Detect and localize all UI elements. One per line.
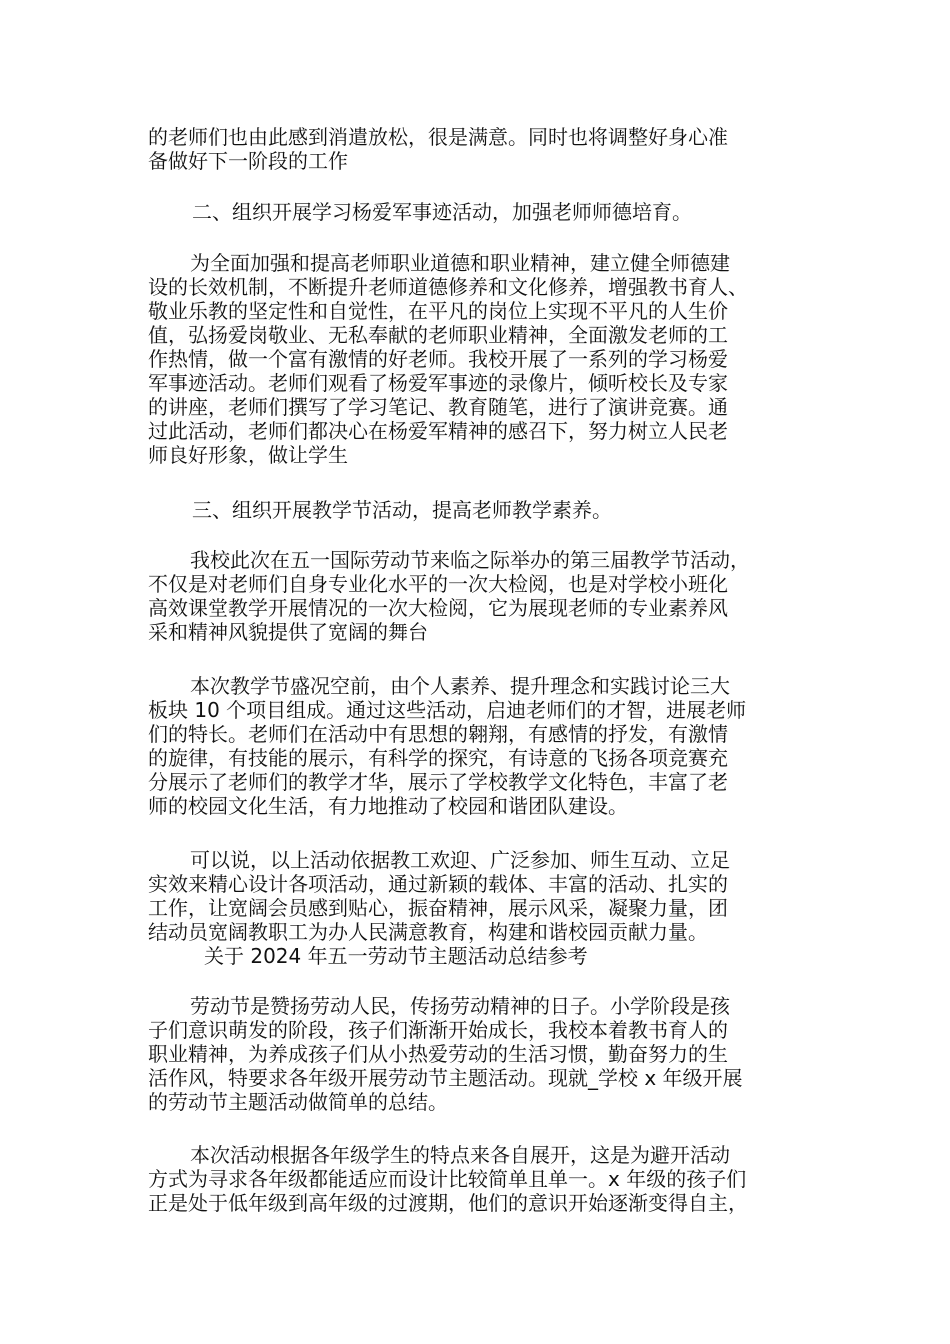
heading-line: 二、组织开展学习杨爱军事迹活动，加强老师师德培育。: [192, 200, 692, 224]
text-line: 设的长效机制，不断提升老师道德修养和文化修养，增强教书育人、: [148, 275, 748, 299]
text-line: 值，弘扬爱岗敬业、无私奉献的老师职业精神，全面激发老师的工: [148, 323, 728, 347]
paragraph-teacher-ethics: [148, 251, 828, 467]
paragraph-summary: [148, 848, 828, 944]
text-line: 正是处于低年级到高年级的过渡期，他们的意识开始逐渐变得自主，: [148, 1191, 748, 1215]
heading-line: 三、组织开展教学节活动，提高老师教学素养。: [192, 498, 612, 522]
text-line: 们的特长。老师们在活动中有思想的翱翔，有感情的抒发，有激情: [148, 722, 728, 746]
text-line: 的劳动节主题活动做简单的总结。: [148, 1090, 448, 1114]
text-line: 分展示了老师们的教学才华，展示了学校教学文化特色，丰富了老: [148, 770, 728, 794]
text-line: 为全面加强和提高老师职业道德和职业精神，建立健全师德建: [190, 251, 730, 275]
text-line: 本次活动根据各年级学生的特点来各自展开，这是为避开活动: [190, 1143, 730, 1167]
text-line: 职业精神，为养成孩子们从小热爱劳动的生活习惯，勤奋努力的生: [148, 1042, 728, 1066]
text-line: 不仅是对老师们自身专业化水平的一次大检阅，也是对学校小班化: [148, 572, 728, 596]
text-line: 的旋律，有技能的展示，有科学的探究，有诗意的飞扬各项竞赛充: [148, 746, 728, 770]
text-line: 的讲座，老师们撰写了学习笔记、教育随笔，进行了演讲竞赛。通: [148, 395, 728, 419]
text-line: 作热情，做一个富有激情的好老师。我校开展了一系列的学习杨爱: [148, 347, 728, 371]
text-line: 师的校园文化生活，有力地推动了校园和谐团队建设。: [148, 794, 628, 818]
paragraph-festival-details: [148, 674, 828, 818]
text-line: 高效课堂教学开展情况的一次大检阅，它为展现老师的专业素养风: [148, 596, 728, 620]
text-line: 活作风，特要求各年级开展劳动节主题活动。现就_学校 x 年级开展: [148, 1066, 743, 1090]
text-line: 备做好下一阶段的工作: [148, 149, 348, 173]
paragraph-teaching-festival: [148, 548, 828, 644]
section-heading-3: [148, 498, 828, 522]
text-line: 的老师们也由此感到消遣放松，很是满意。同时也将调整好身心准: [148, 125, 728, 149]
text-line: 子们意识萌发的阶段，孩子们渐渐开始成长，我校本着教书育人的: [148, 1018, 728, 1042]
paragraph-continuation: [148, 125, 828, 173]
text-line: 方式为寻求各年级都能适应而设计比较简单且单一。x 年级的孩子们: [148, 1167, 747, 1191]
text-line: 过此活动，老师们都决心在杨爱军精神的感召下，努力树立人民老: [148, 419, 728, 443]
text-line: 结动员宽阔教职工为办人民满意教育，构建和谐校园贡献力量。: [148, 920, 708, 944]
text-line: 师良好形象，做让学生: [148, 443, 348, 467]
text-line: 实效来精心设计各项活动，通过新颖的载体、丰富的活动、扎实的: [148, 872, 728, 896]
text-line: 军事迹活动。老师们观看了杨爱军事迹的录像片，倾听校长及专家: [148, 371, 728, 395]
text-line: 我校此次在五一国际劳动节来临之际举办的第三届教学节活动，: [190, 548, 750, 572]
section-heading-2: [148, 200, 828, 224]
text-line: 工作，让宽阔会员感到贴心，振奋精神，展示风采，凝聚力量，团: [148, 896, 728, 920]
text-line: 采和精神风貌提供了宽阔的舞台: [148, 620, 428, 644]
paragraph-activity-design: [148, 1143, 828, 1215]
title-line: 关于 2024 年五一劳动节主题活动总结参考: [204, 944, 588, 968]
document-subtitle: [148, 944, 828, 968]
text-line: 板块 10 个项目组成。通过这些活动，启迪老师们的才智，进展老师: [148, 698, 747, 722]
text-line: 劳动节是赞扬劳动人民，传扬劳动精神的日子。小学阶段是孩: [190, 994, 730, 1018]
paragraph-labor-day: [148, 994, 828, 1114]
text-line: 本次教学节盛况空前，由个人素养、提升理念和实践讨论三大: [190, 674, 730, 698]
text-line: 可以说，以上活动依据教工欢迎、广泛参加、师生互动、立足: [190, 848, 730, 872]
text-line: 敬业乐教的坚定性和自觉性，在平凡的岗位上实现不平凡的人生价: [148, 299, 728, 323]
